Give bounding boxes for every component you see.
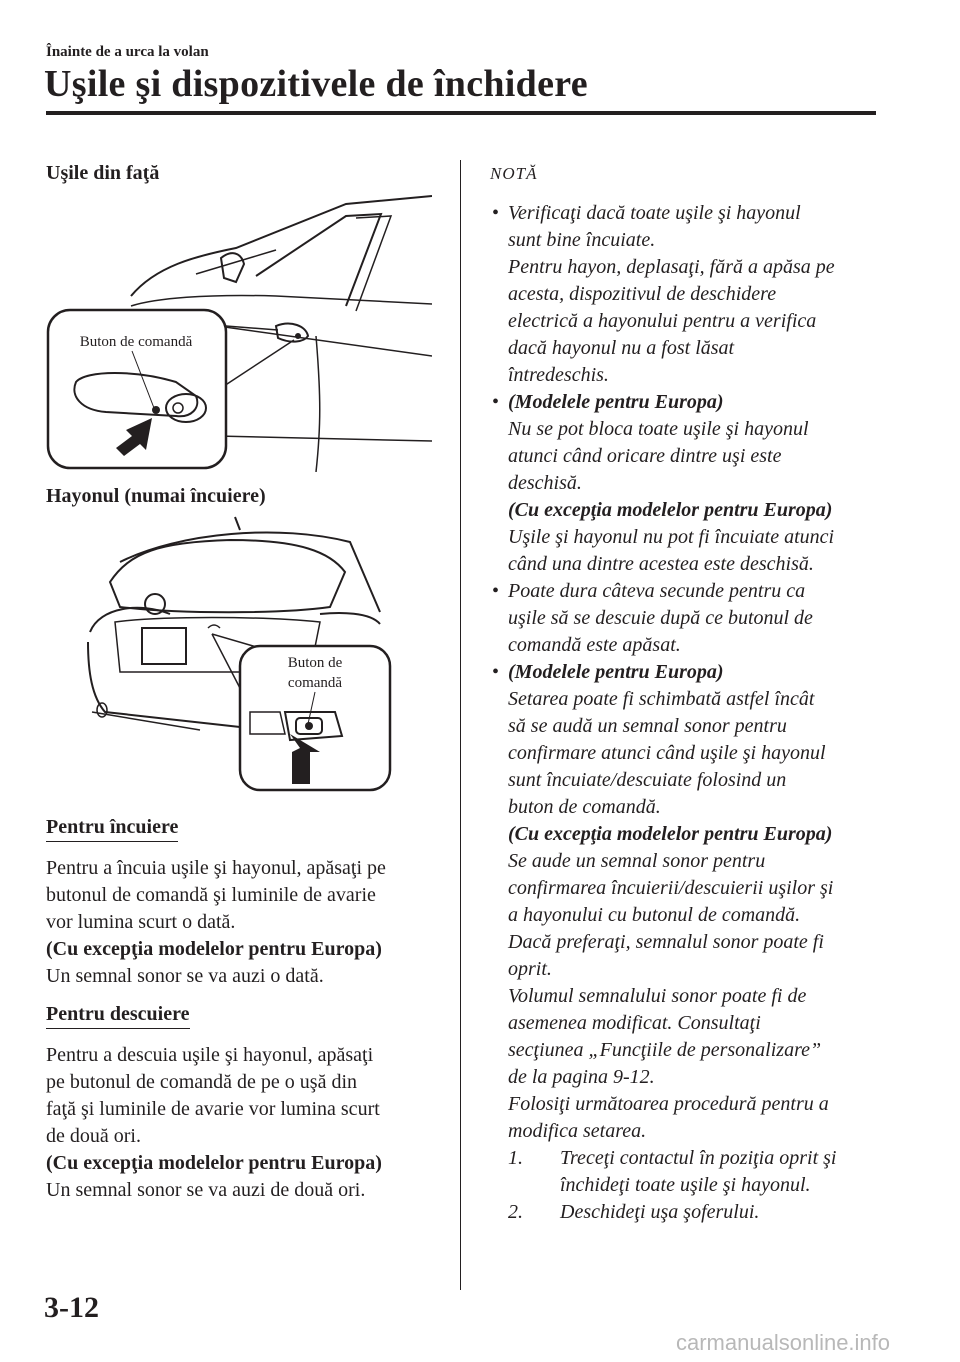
locking-line: Pentru a încuia uşile şi hayonul, apăsaţi pe xyxy=(46,857,386,879)
liftgate-callout-line2: comandă xyxy=(287,675,343,691)
step-line: Treceţi contactul în poziţia oprit şi xyxy=(560,1147,837,1169)
note-body xyxy=(490,200,890,1226)
step-number: 1. xyxy=(508,1147,523,1169)
note-bullet xyxy=(490,578,890,659)
liftgate-callout-line1: Buton de xyxy=(287,655,343,671)
step-number: 2. xyxy=(508,1201,523,1223)
note-line: confirmare atunci când uşile şi hayonul xyxy=(508,742,826,764)
watermark: carmanualsonline.info xyxy=(676,1330,891,1355)
note-line: Se aude un semnal sonor pentru xyxy=(508,850,766,872)
note-line: Volumul semnalului sonor poate fi de xyxy=(508,985,807,1007)
note-line: deschisă. xyxy=(508,472,582,494)
note-step xyxy=(508,1145,890,1199)
note-line: oprit. xyxy=(508,958,552,980)
unlocking-line: de două ori. xyxy=(46,1125,141,1147)
header-rule xyxy=(46,111,876,115)
note-line: buton de comandă. xyxy=(508,796,661,818)
note-line: electrică a hayonului pentru a verifica xyxy=(508,310,817,332)
note-line: de la pagina 9-12. xyxy=(508,1066,655,1088)
front-door-callout: Buton de comandă xyxy=(79,334,193,350)
note-line: Pentru hayon, deplasaţi, fără a apăsa pe xyxy=(508,256,835,278)
chapter-label: Înainte de a urca la volan xyxy=(46,44,209,60)
step-line: închideţi toate uşile şi hayonul. xyxy=(560,1174,811,1196)
note-line: întredeschis. xyxy=(508,364,609,386)
unlocking-exception: (Cu excepţia modelelor pentru Europa) xyxy=(46,1152,382,1174)
unlocking-line: pe butonul de comandă de pe o uşă din xyxy=(46,1071,358,1093)
note-bullet xyxy=(490,659,890,1145)
note-line: dacă hayonul nu a fost lăsat xyxy=(508,337,735,359)
note-line: (Cu excepţia modelelor pentru Europa) xyxy=(508,823,833,845)
note-line: Setarea poate fi schimbată astfel încât xyxy=(508,688,815,710)
bullet-dot-icon: • xyxy=(492,580,500,602)
note-line: (Modelele pentru Europa) xyxy=(508,391,724,413)
page-number: 3-12 xyxy=(44,1291,99,1324)
front-door-illustration xyxy=(46,186,432,472)
bullet-dot-icon: • xyxy=(492,202,500,224)
unlocking-line: Pentru a descuia uşile şi hayonul, apăsaţi xyxy=(46,1044,374,1066)
note-line: uşile să se descuie după ce butonul de xyxy=(508,607,813,629)
note-line: Poate dura câteva secunde pentru ca xyxy=(508,580,806,602)
note-line: sunt încuiate/descuiate folosind un xyxy=(508,769,787,791)
column-divider xyxy=(460,160,461,1290)
note-line: Folosiţi următoarea procedură pentru a xyxy=(508,1093,829,1115)
locking-heading: Pentru încuiere xyxy=(46,816,178,842)
note-line: secţiunea „Funcţiile de personalizare” xyxy=(508,1039,822,1061)
note-line: să se audă un semnal sonor pentru xyxy=(508,715,787,737)
locking-line: vor lumina scurt o dată. xyxy=(46,911,236,933)
note-line: atunci când oricare dintre uşi este xyxy=(508,445,782,467)
locking-line: butonul de comandă şi luminile de avarie xyxy=(46,884,376,906)
note-line: a hayonului cu butonul de comandă. xyxy=(508,904,801,926)
note-line: Verificaţi dacă toate uşile şi hayonul xyxy=(508,202,801,224)
note-line: modifica setarea. xyxy=(508,1120,647,1142)
note-title: NOTĂ xyxy=(490,164,538,183)
liftgate-illustration xyxy=(80,512,392,794)
note-line: confirmarea încuierii/descuierii uşilor şi xyxy=(508,877,834,899)
note-line: (Cu excepţia modelelor pentru Europa) xyxy=(508,499,833,521)
locking-body xyxy=(46,855,446,990)
note-line: acesta, dispozitivul de deschidere xyxy=(508,283,777,305)
locking-exception-text: Un semnal sonor se va auzi o dată. xyxy=(46,965,324,987)
page-title: Uşile şi dispozitivele de închidere xyxy=(44,63,588,105)
note-line: (Modelele pentru Europa) xyxy=(508,661,724,683)
note-line: Nu se pot bloca toate uşile şi hayonul xyxy=(508,418,809,440)
note-line: sunt bine încuiate. xyxy=(508,229,656,251)
note-bullet xyxy=(490,200,890,389)
unlocking-body xyxy=(46,1042,446,1204)
note-line: când una dintre acestea este deschisă. xyxy=(508,553,814,575)
front-doors-caption: Uşile din faţă xyxy=(46,162,160,184)
note-line: Dacă preferaţi, semnalul sonor poate fi xyxy=(508,931,824,953)
note-line: comandă este apăsat. xyxy=(508,634,681,656)
step-line: Deschideţi uşa şoferului. xyxy=(560,1201,760,1223)
unlocking-heading: Pentru descuiere xyxy=(46,1003,190,1029)
note-step xyxy=(508,1199,890,1226)
liftgate-caption: Hayonul (numai încuiere) xyxy=(46,485,266,507)
note-line: Uşile şi hayonul nu pot fi încuiate atunci xyxy=(508,526,835,548)
unlocking-exception-text: Un semnal sonor se va auzi de două ori. xyxy=(46,1179,366,1201)
bullet-dot-icon: • xyxy=(492,661,500,683)
note-line: asemenea modificat. Consultaţi xyxy=(508,1012,761,1034)
unlocking-line: faţă şi luminile de avarie vor lumina scurt xyxy=(46,1098,380,1120)
bullet-dot-icon: • xyxy=(492,391,500,413)
locking-exception: (Cu excepţia modelelor pentru Europa) xyxy=(46,938,382,960)
note-bullet xyxy=(490,389,890,578)
